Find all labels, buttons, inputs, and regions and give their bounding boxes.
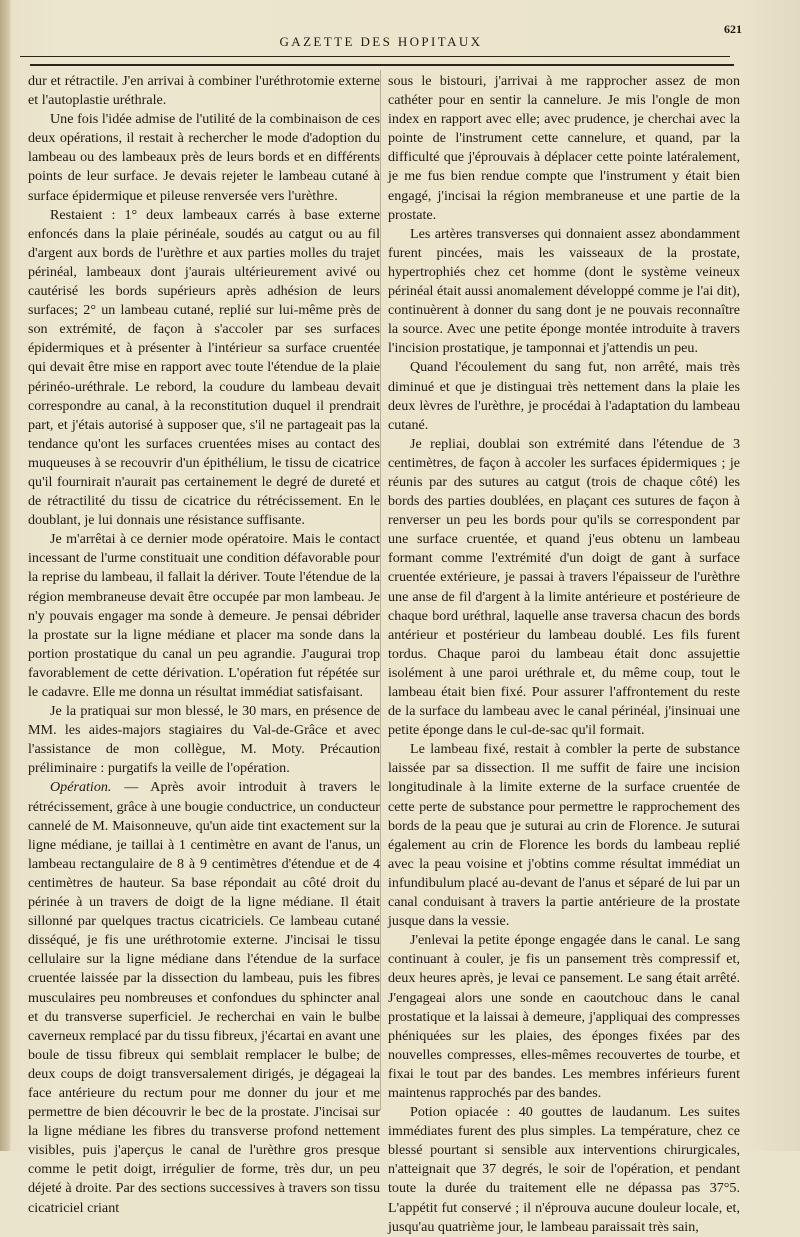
left-column [28, 72, 380, 1218]
operation-text: — Après avoir introduit à travers le rétrécissement, grâce à une bougie conductrice, un conducteur cannelé de M. Maisonneuve, qu'un aide tint exactement sur la ligne médiane, je taillai à 1 centimètre en avant de l'anus, un lambeau rectangulaire de 8 à 9 centimètres d'étendue et de 4 centimètres de hauteur. Sa base répondait au côté droit du périnée à un travers de doigt de la ligne médiane. Il était sillonné par quelques tractus cicatriciels. Ce lambeau cutané disséqué, je fis une uréthrotomie externe. J'incisai le tissu cellulaire sur la ligne médiane dans l'étendue de la surface cruentée laissée par la dissection du lambeau, puis les fibres musculaires peu nombreuses et confondues du sphincter anal et du transverse superficiel. Je recherchai en vain le bulbe caverneux remplacé par du tissu fibreux, j'écartai en avant une boule de tissu fibreux qui semblait remplacer le bulbe; de deux coups de doigt transversalement dirigés, je dégageai la face antérieure du rectum pour me donner du jour et me permettre de bien découvrir le bec de la prostate. J'incisai sur la ligne médiane les fibres du transverse profond nettement visibles, puis j'aperçus le canal de l'urèthre gros presque comme le petit doigt, irrégulier de forme, très dur, un peu déjeté à droite. Par des sections successives à travers son tissu cicatriciel criant [28, 779, 380, 1216]
header-rule [20, 56, 730, 57]
right-column [388, 72, 740, 1237]
paragraph: Je repliai, doublai son extrémité dans l'étendue de 3 centimètres, de façon à accoler les surfaces épidermiques ; je réunis par des sutures au catgut (trois de chaque côté) les bords des parties doublées, en plaçant ces sutures de façon à renverser un peu les bords pour qu'ils se correspondent par une surface cruentée, et quand j'eus obtenu un lambeau formant comme l'extrémité d'un doigt de gant à surface cruentée extérieure, je passai à travers l'épaisseur de l'urèthre une anse de fil d'argent à la limite antérieure et postérieure de chaque bord uréthral, laquelle anse traversa chacun des bords antérieur et postérieur du lambeau doublé. Les fils furent tordus. Chaque paroi du lambeau était donc assujettie isolément à une paroi uréthrale et, du même coup, tout le lambeau était bien fixé. Pour assurer l'affrontement du reste de la surface du lambeau avec le canal périnéal, j'insinuai une petite éponge dans le cul-de-sac qu'il formait. [388, 435, 740, 739]
paragraph: Je la pratiquai sur mon blessé, le 30 mars, en présence de MM. les aides-majors stagiaires du Val-de-Grâce et avec l'assistance de mon collègue, M. Moty. Précaution préliminaire : purgatifs la veille de l'opération. [28, 703, 380, 777]
paragraph: J'enlevai la petite éponge engagée dans le canal. Le sang continuant à couler, je fis un pansement très compressif et, deux heures après, je levai ce pansement. Le sang était arrêté. J'engageai alors une sonde en caoutchouc dans le canal prostatique et la laissai à demeure, j'appliquai des compresses phéniquées sur les plaies, des éponges fixées par des nouvelles compresses, elles-mêmes recouvertes de tourbe, et fixai le tout par des bandes. Les membres inférieurs furent maintenus rapprochés par des bandes. [388, 932, 740, 1101]
paragraph: Quand l'écoulement du sang fut, non arrêté, mais très diminué et que je distinguai très nettement dans la plaie les deux lèvres de l'urèthre, je procédai à l'adaptation du lambeau cutané. [388, 359, 740, 433]
paragraph: dur et rétractile. J'en arrivai à combiner l'uréthrotomie externe et l'autoplastie uréthrale. [28, 73, 380, 109]
paragraph: Les artères transverses qui donnaient assez abondamment furent pincées, mais les vaisseaux de la prostate, hypertrophiés chez cet homme (dont le système veineux périnéal était aussi anomalement développé comme je l'ai dit), continuèrent à donner du sang dont je ne pouvais reconnaître la source. Avec une petite éponge montée introduite à travers l'incision prostatique, je tamponnai et j'attendis un peu. [388, 225, 740, 357]
header-double-rule [30, 64, 734, 66]
binding-edge [0, 0, 10, 1151]
operation-label: Opération. [50, 779, 112, 796]
paragraph: sous le bistouri, j'arrivai à me rapprocher assez de mon cathéter pour en sentir la cannelure. Je mis l'ongle de mon index en rapport avec elle; avec prudence, je cherchai avec la pointe de l'instrument cette cannelure, et quand, par la difficulté que j'éprouvais à déplacer cette pointe latéralement, je me fus bien rendue compte que l'instrument y était bien engagé, j'incisai la région membraneuse et une partie de la prostate. [388, 73, 740, 223]
page-number: 621 [724, 22, 742, 36]
column-divider [380, 70, 381, 1110]
paragraph: Restaient : 1° deux lambeaux carrés à base externe enfoncés dans la plaie périnéale, soudés au catgut ou au fil d'argent aux bords de l'urèthre et aux parties molles du trajet périnéal, lambeaux dont j'aurais ultérieurement avivé ou cautérisé les bords supérieurs après adhésion de leurs surfaces; 2° un lambeau cutané, replié sur lui-même près de son extrémité, de façon à s'accoler par ses surfaces épidermiques et à présenter à l'intérieur sa surface cruentée qui devait être mise en rapport avec toute l'étendue de la plaie périnéo-uréthrale. Le rebord, la coudure du lambeau devait correspondre au canal, à la reconstitution duquel il prendrait part, et j'étais autorisé à supposer que, s'il ne partageait pas la tendance qu'ont les surfaces cruentées mises au contact des muqueuses à se recouvrir d'un épithélium, le tissu de cicatrice qu'il fournirait n'aurait pas certainement le degré de dureté et de rétractilité du tissu de cicatrice du rétrécissement. En le doublant, je lui donnais une résistance suffisante. [28, 206, 380, 529]
journal-title: GAZETTE DES HOPITAUX [279, 34, 483, 49]
paragraph: Je m'arrêtai à ce dernier mode opératoire. Mais le contact incessant de l'urme constituait une condition défavorable pour la reprise du lambeau, il fallait la dériver. Toute l'étendue de la région membraneuse devait être occupée par mon lambeau. Je n'y pouvais engager ma sonde à demeure. Je pensai débrider la prostate sur la ligne médiane et placer ma sonde dans la portion prostatique du canal un peu agrandie. J'augurai trop favorablement de cette dérivation. L'opération fut répétée sur le cadavre. Elle me donna un résultat immédiat satisfaisant. [28, 531, 380, 700]
paragraph: Une fois l'idée admise de l'utilité de la combinaison de ces deux opérations, il restait à rechercher le mode d'adoption du lambeau ou des lambeaux près de leurs bords et en différents points de leur surface. Je devais rejeter le lambeau cutané à surface épidermique et pileuse renversée vers l'urèthre. [28, 111, 380, 204]
paragraph: Le lambeau fixé, restait à combler la perte de substance laissée par sa dissection. Il me suffit de faire une incision longitudinale à la limite externe de la surface cruentée de cette perte de substance pour permettre le rapprochement des bords de la peau que je suturai au crin de Florence. Je suturai également au crin de Florence les bords du lambeau replié avec la peau voisine et j'obtins comme résultat immédiat un infundibulum placé au-devant de l'anus et séparé de lui par un canal conduisant à travers la partie antérieure de la prostate jusque dans la vessie. [388, 741, 740, 930]
paragraph-operation [28, 778, 380, 1217]
paragraph: Potion opiacée : 40 gouttes de laudanum. Les suites immédiates furent des plus simples. La température, chez ce blessé pourtant si sensible aux interventions chirurgicales, n'atteignait que 37 degrés, le soir de l'opération, et pendant toute la durée du traitement elle ne dépassa pas 37°5. L'appétit fut conservé ; il n'éprouva aucune douleur locale, et, jusqu'au quatrième jour, le lambeau paraissait très sain, [388, 1104, 740, 1235]
